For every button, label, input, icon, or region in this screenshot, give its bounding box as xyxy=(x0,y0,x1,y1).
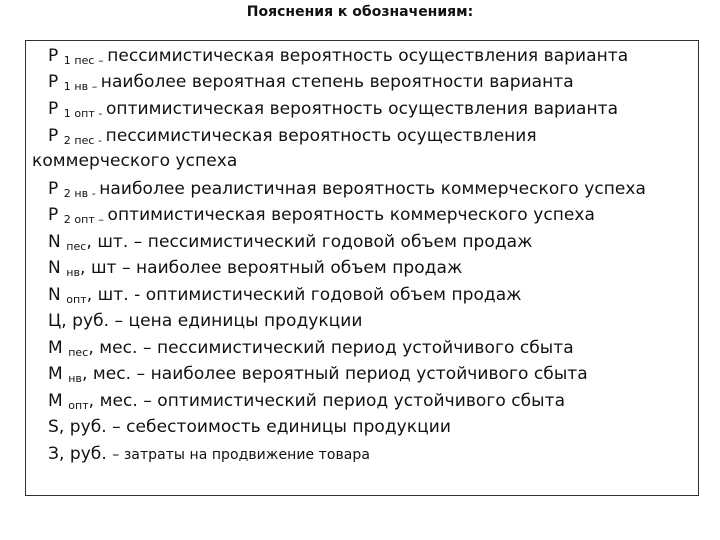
symbol: З xyxy=(48,444,59,464)
symbol-subscript: пес xyxy=(68,346,89,359)
symbol: Р xyxy=(48,46,59,66)
legend-item xyxy=(48,285,522,307)
legend-item xyxy=(48,205,595,227)
legend-item-continuation xyxy=(32,151,237,171)
definition: , шт – наиболее вероятный объем продаж xyxy=(80,258,463,278)
definition: , шт. – пессимистический годовой объем продаж xyxy=(86,232,533,252)
symbol: М xyxy=(48,391,63,411)
symbol: N xyxy=(48,232,61,252)
legend-item xyxy=(48,364,588,386)
symbol: N xyxy=(48,258,61,278)
legend-item xyxy=(48,46,628,68)
definition: наиболее вероятная степень вероятности варианта xyxy=(100,72,574,92)
symbol: Р xyxy=(48,179,59,199)
symbol-subscript: 1 нв – xyxy=(63,80,101,93)
definition: пессимистическая вероятность осуществления xyxy=(105,126,537,146)
legend-item xyxy=(48,179,646,201)
symbol-subscript: нв xyxy=(68,372,82,385)
legend-item xyxy=(48,232,533,254)
symbol: Р xyxy=(48,99,59,119)
symbol: N xyxy=(48,285,61,305)
definition: , мес. – пессимистический период устойчивого сбыта xyxy=(88,338,574,358)
symbol-subscript: 2 нв - xyxy=(63,187,100,200)
symbol-subscript: пес xyxy=(66,240,87,253)
definition: , руб. – цена единицы продукции xyxy=(61,311,363,331)
symbol-subscript: 2 пес - xyxy=(63,134,106,147)
symbol-subscript: 2 опт – xyxy=(63,213,108,226)
symbol-subscript: опт xyxy=(68,399,89,412)
definition: , мес. – наиболее вероятный период устойчивого сбыта xyxy=(81,364,588,384)
definition: , шт. - оптимистический годовой объем продаж xyxy=(86,285,522,305)
symbol: Р xyxy=(48,72,59,92)
symbol-subscript: опт xyxy=(66,293,87,306)
legend-item xyxy=(48,258,462,280)
legend-item xyxy=(48,126,537,148)
legend-item xyxy=(48,99,618,121)
definition: , руб. xyxy=(58,444,113,464)
legend-item xyxy=(48,417,451,437)
legend-item xyxy=(48,338,574,360)
definition: , руб. – себестоимость единицы продукции xyxy=(58,417,451,437)
definition: оптимистическая вероятность коммерческого успеха xyxy=(107,205,595,225)
symbol-subscript: нв xyxy=(66,266,81,279)
symbol: М xyxy=(48,338,63,358)
definition: пессимистическая вероятность осуществления варианта xyxy=(107,46,629,66)
definition: , мес. – оптимистический период устойчивого сбыта xyxy=(88,391,566,411)
symbol: Р xyxy=(48,126,59,146)
definition: наиболее реалистичная вероятность коммерческого успеха xyxy=(99,179,646,199)
legend-item xyxy=(48,391,565,413)
definition: оптимистическая вероятность осуществления варианта xyxy=(105,99,619,119)
symbol: М xyxy=(48,364,63,384)
page-title: Пояснения к обозначениям: xyxy=(246,4,474,20)
symbol-subscript: 1 опт - xyxy=(63,107,106,120)
symbol: Ц xyxy=(48,311,62,331)
legend-item xyxy=(48,444,370,465)
definition-small: – затраты на продвижение товара xyxy=(112,447,370,463)
symbol-subscript: 1 пес – xyxy=(63,54,108,67)
symbol: Р xyxy=(48,205,59,225)
legend-frame xyxy=(25,40,699,496)
legend-item xyxy=(48,72,574,94)
legend-item xyxy=(48,311,363,331)
symbol: S xyxy=(48,417,59,437)
definition: коммерческого успеха xyxy=(32,151,238,171)
